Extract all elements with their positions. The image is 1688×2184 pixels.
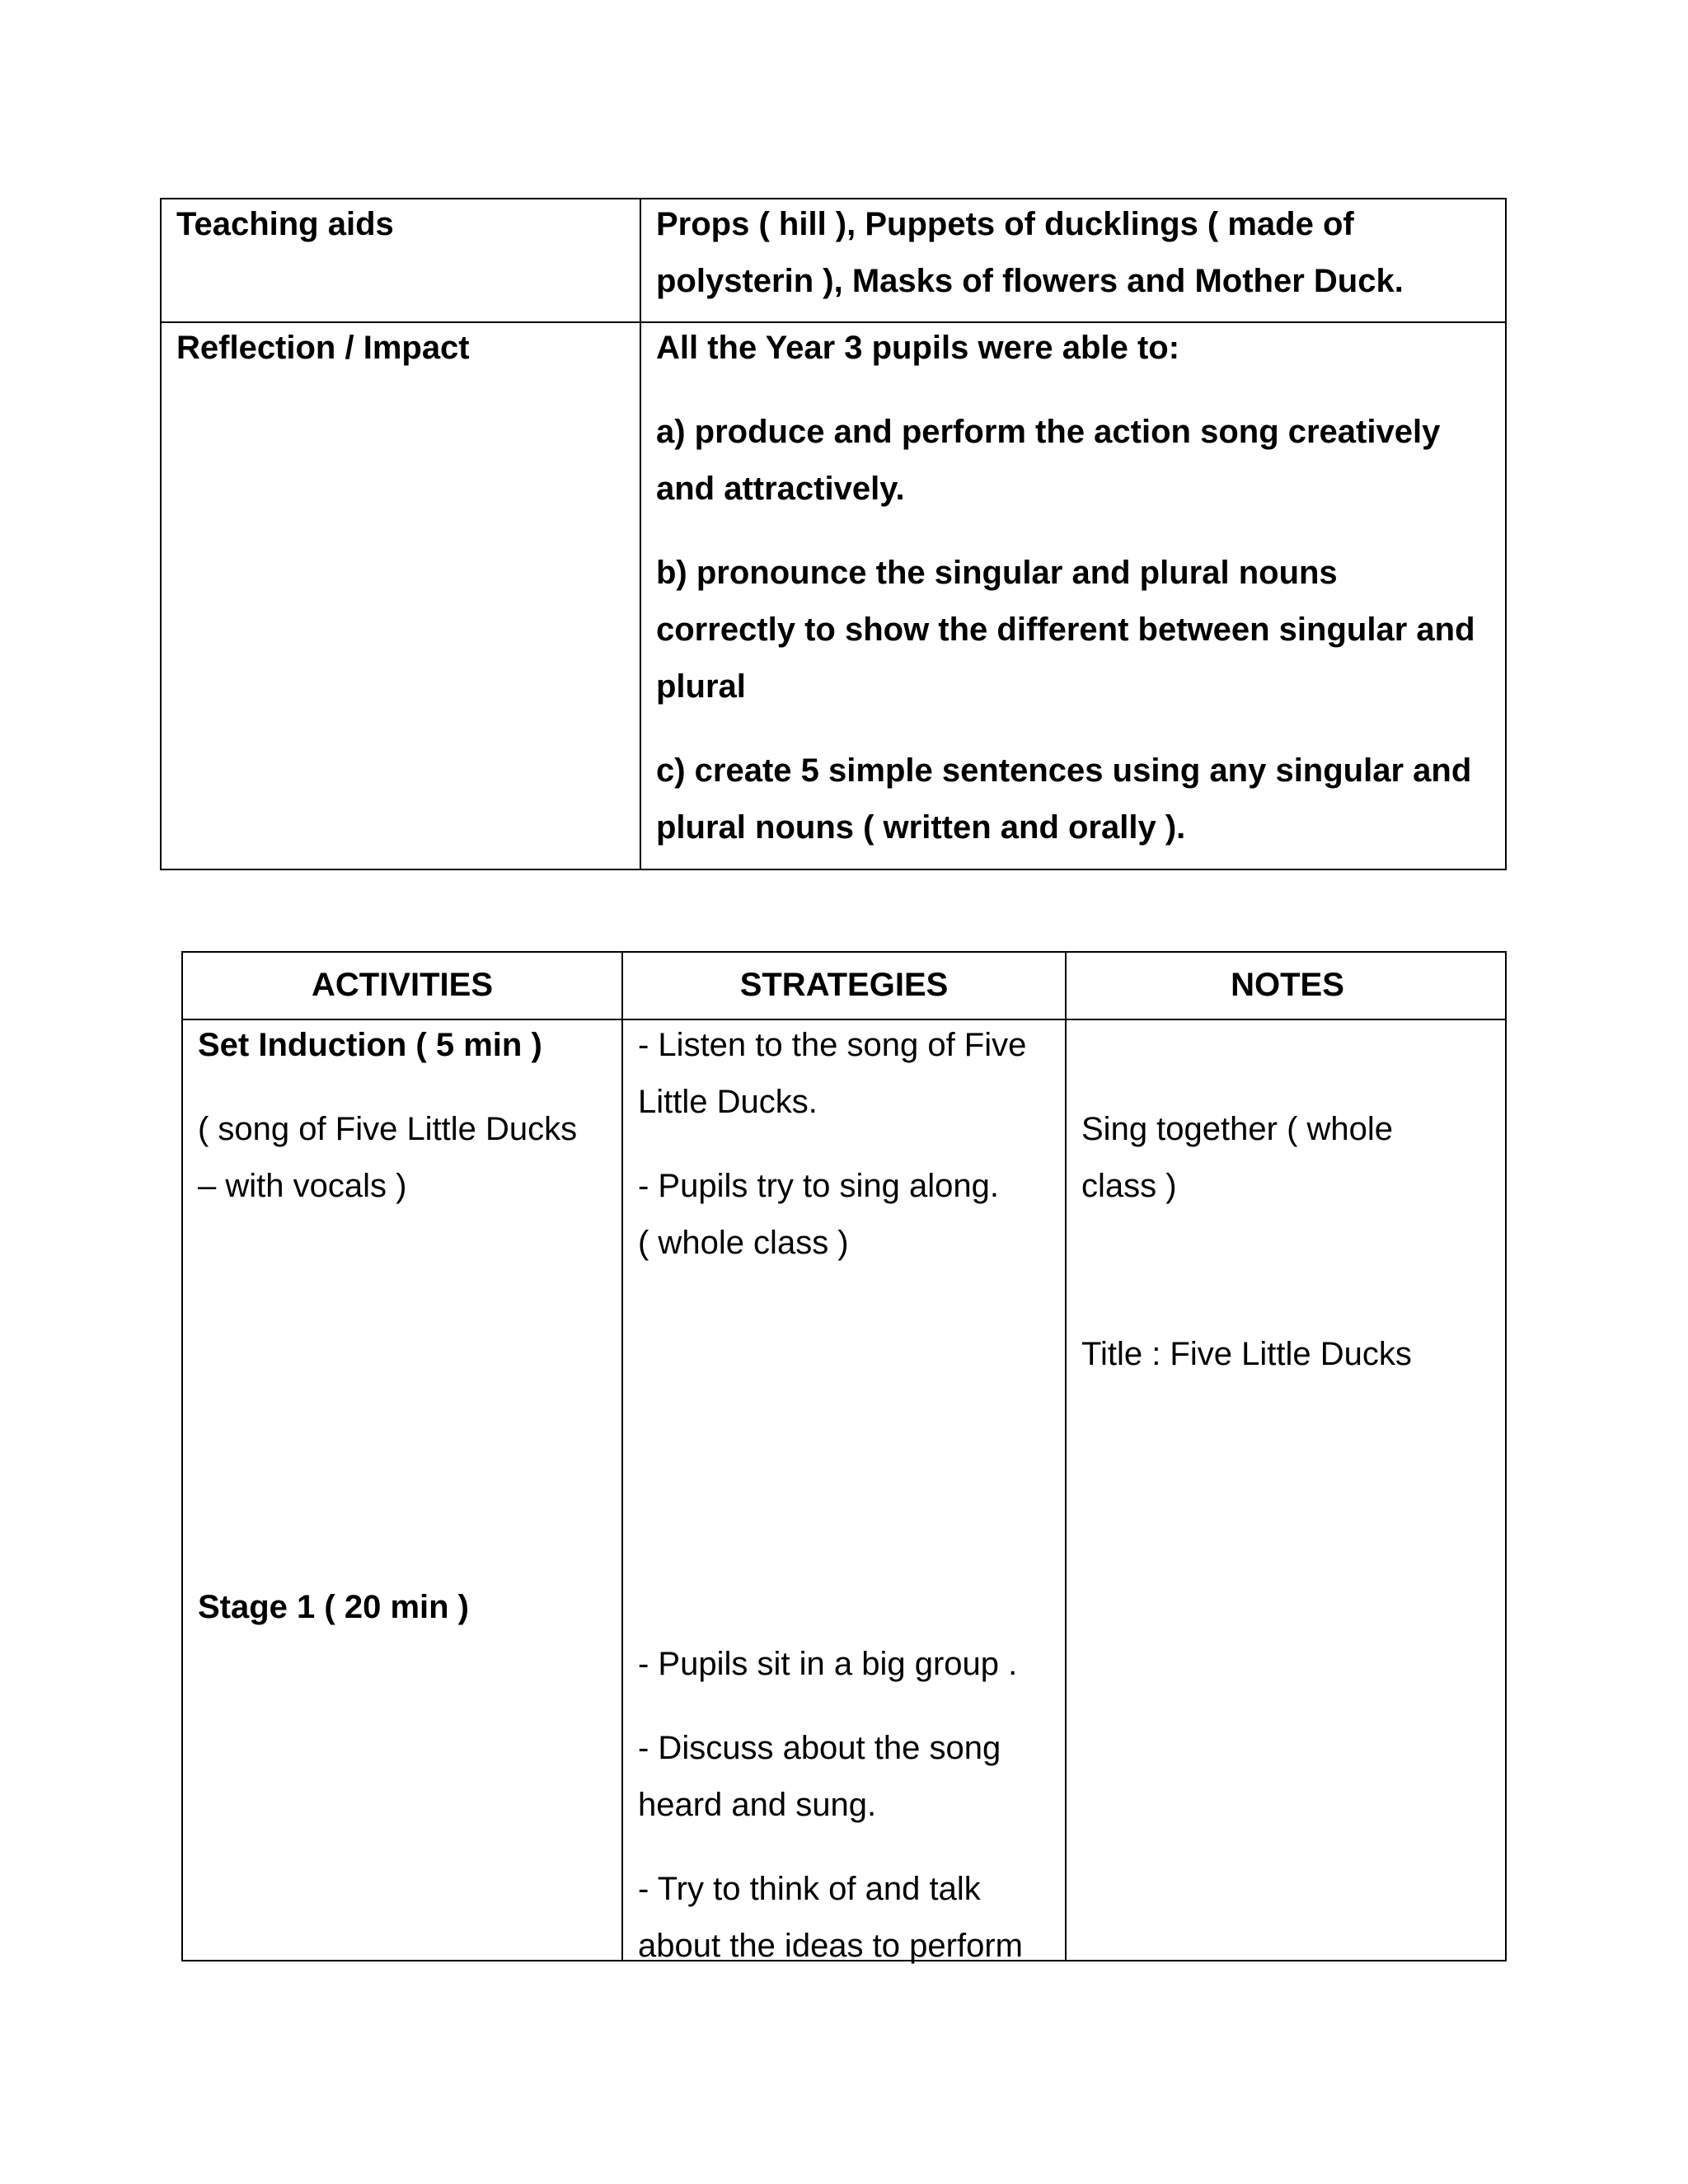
strategy-line: - Try to think of and talk xyxy=(638,1871,981,1907)
reflection-item-b xyxy=(656,545,1489,715)
header-activities: ACTIVITIES xyxy=(311,967,494,1003)
strategy-line: about the ideas to perform xyxy=(638,1928,1023,1964)
reflection-item-a xyxy=(656,404,1489,518)
note-line: Sing together ( whole xyxy=(1081,1111,1394,1147)
item-a-line: and attractively. xyxy=(656,471,905,507)
activity-set-induction: Set Induction ( 5 min ) xyxy=(198,1027,542,1063)
column-divider xyxy=(640,199,641,869)
item-b-line: b) pronounce the singular and plural nouns xyxy=(656,555,1338,591)
header-notes: NOTES xyxy=(1231,967,1344,1003)
reflection-intro xyxy=(656,320,1489,377)
note-line: Title : Five Little Ducks xyxy=(1081,1336,1412,1372)
column-divider xyxy=(621,953,623,1960)
teaching-aids-value xyxy=(656,196,1489,310)
reflection-item-c xyxy=(656,743,1489,856)
strategy-line: - Pupils sit in a big group . xyxy=(638,1646,1018,1682)
teaching-aids-table xyxy=(160,198,1507,870)
item-b-line: plural xyxy=(656,668,746,705)
activities-table xyxy=(181,951,1507,1964)
item-b-line: correctly to show the different between singular and xyxy=(656,612,1475,648)
teaching-aids-line: Props ( hill ), Puppets of ducklings ( made of xyxy=(656,206,1354,242)
strategy-line: ( whole class ) xyxy=(638,1225,849,1261)
item-a-line: a) produce and perform the action song creatively xyxy=(656,414,1441,450)
teaching-aids-line: polysterin ), Masks of flowers and Mother Duck. xyxy=(656,263,1404,299)
teaching-aids-label: Teaching aids xyxy=(176,206,394,242)
item-c-line: c) create 5 simple sentences using any singular and xyxy=(656,752,1472,789)
strategy-line: Little Ducks. xyxy=(638,1084,818,1120)
reflection-intro-text: All the Year 3 pupils were able to: xyxy=(656,330,1180,366)
header-strategies: STRATEGIES xyxy=(739,967,949,1003)
activity-song-line: – with vocals ) xyxy=(198,1168,407,1204)
strategy-line: - Pupils try to sing along. xyxy=(638,1168,999,1204)
strategy-line: - Listen to the song of Five xyxy=(638,1027,1027,1063)
reflection-value xyxy=(656,320,1489,883)
column-divider xyxy=(1065,953,1067,1960)
note-line: class ) xyxy=(1081,1168,1177,1204)
activity-song-line: ( song of Five Little Ducks xyxy=(198,1111,578,1147)
strategy-line: - Discuss about the song xyxy=(638,1730,1001,1766)
activity-stage-1: Stage 1 ( 20 min ) xyxy=(198,1589,469,1625)
strategy-line: heard and sung. xyxy=(638,1787,877,1823)
item-c-line: plural nouns ( written and orally ). xyxy=(656,809,1186,846)
reflection-label: Reflection / Impact xyxy=(176,330,470,366)
